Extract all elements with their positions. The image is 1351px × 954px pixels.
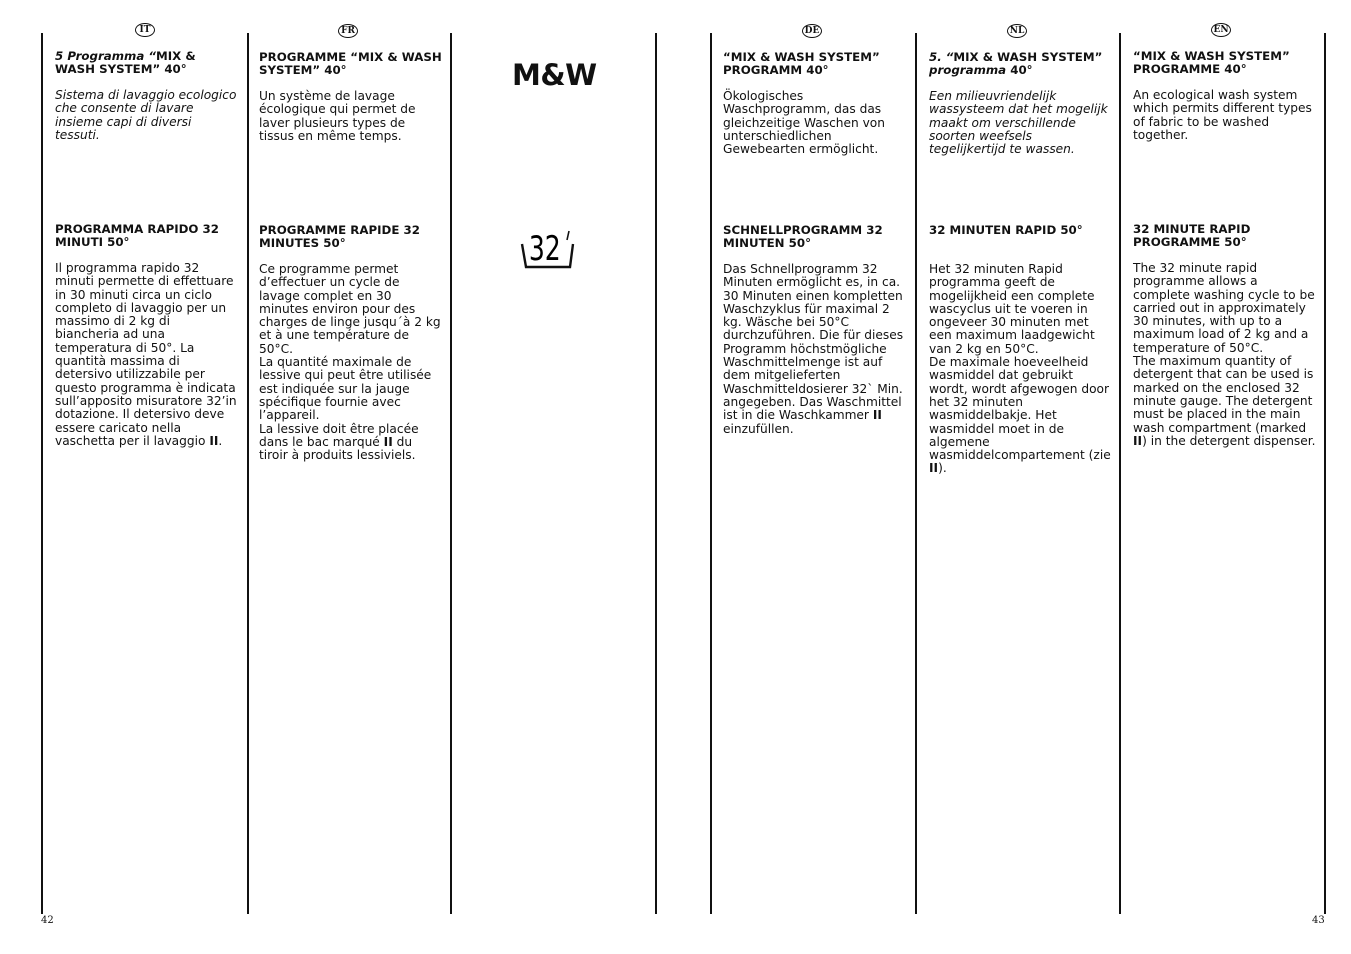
section-body: De maximale hoeveelheid wasmiddel dat gebruikt wordt, wordt afgewogen door het 32 minuten wasmiddelbakje. Het wasmiddel moet in de algemene wasmiddelcompartement (zie II). (929, 355, 1111, 476)
column-divider (41, 33, 43, 914)
lang-badge-nl: NL (1007, 24, 1027, 38)
section-heading: PROGRAMME RAPIDE 32 MINUTES 50° (259, 223, 420, 250)
column-divider (247, 33, 249, 914)
section-body: The maximum quantity of detergent that can be used is marked on the enclosed 32 minute gauge. The detergent must be placed in the main wash compartment (marked II) in the detergent dispenser. (1133, 354, 1316, 448)
column-divider (1119, 33, 1121, 914)
column-it-section-2 (55, 223, 238, 448)
section-body: Een milieuvriendelijk wassysteem dat het mogelijk maakt om verschillende soorten weefsels tegelijkertijd te wassen. (929, 89, 1108, 157)
column-fr-section-2 (259, 224, 442, 462)
page-number-left: 42 (41, 915, 54, 926)
section-body: La quantité maximale de lessive qui peut être utilisée est indiquée sur la jauge spécifique fournie avec l’appareil. (259, 355, 432, 423)
column-nl-section-2 (929, 224, 1112, 476)
section-heading: “MIX & WASH SYSTEM” PROGRAMME 40° (1133, 49, 1290, 76)
column-en-section-1 (1133, 50, 1316, 142)
column-nl-section-1 (929, 51, 1112, 156)
section-heading: “MIX & WASH SYSTEM” PROGRAMM 40° (723, 50, 880, 77)
section-heading: SCHNELLPROGRAMM 32 MINUTEN 50° (723, 223, 883, 250)
section-body: Ce programme permet d’effectuer un cycle de lavage complet en 30 minutes environ pour des charges de linge jusqu´à 2 kg et à une température de 50°C. (259, 262, 441, 356)
mix-wash-symbol: M&W (512, 58, 597, 92)
column-fr-section-1 (259, 51, 442, 143)
column-divider (1324, 33, 1326, 914)
section-body: Het 32 minuten Rapid programma geeft de mogelijkheid een complete wascyclus uit te voeren in ongeveer 30 minuten met een maximum laadgewicht van 2 kg en 50°C. (929, 262, 1095, 356)
lang-badge-en: EN (1211, 23, 1231, 37)
column-de-section-1 (723, 51, 906, 156)
column-it-section-1 (55, 50, 238, 142)
rapid-32-number: 32 (528, 229, 561, 269)
lang-badge-fr: FR (338, 24, 358, 38)
section-heading: PROGRAMME “MIX & WASH SYSTEM” 40° (259, 50, 442, 77)
section-heading: 32 MINUTE RAPID PROGRAMME 50° (1133, 222, 1251, 249)
section-body: Un système de lavage écologique qui permet de laver plusieurs types de tissus en même temps. (259, 89, 416, 143)
section-body: Il programma rapido 32 minuti permette di effettuare in 30 minuti circa un ciclo completo di lavaggio per un massimo di 2 kg di biancheria ad una temperatura di 50°. La quantità massima di detersivo utilizzabile per questo programma è indicata sull’apposito misuratore 32’in dotazione. Il detersivo deve essere caricato nella vaschetta per il lavaggio II. (55, 261, 237, 448)
section-body: An ecological wash system which permits different types of fabric to be washed together. (1133, 88, 1312, 142)
section-body: La lessive doit être placée dans le bac marqué II du tiroir à produits lessiviels. (259, 421, 419, 463)
page-number-right: 43 (1312, 915, 1325, 926)
lang-badge-it: IT (135, 23, 155, 37)
section-body: Ökologisches Waschprogramm, das das gleichzeitige Waschen von unterschiedlichen Gewebearten ermöglicht. (723, 89, 885, 157)
section-body: Das Schnellprogramm 32 Minuten ermöglicht es, in ca. 30 Minuten einen kompletten Waschzyklus für maximal 2 kg. Wäsche bei 50°C durchzuführen. Die für dieses Programm höchstmögliche Waschmittelmenge ist auf dem mitgelieferten Waschmitteldosierer 32` Min. angegeben. Das Waschmittel ist in die Waschkammer II einzufüllen. (723, 262, 904, 436)
column-divider (655, 33, 657, 914)
column-divider (915, 33, 917, 914)
lang-badge-de: DE (802, 24, 822, 38)
section-heading: PROGRAMMA RAPIDO 32 MINUTI 50° (55, 222, 219, 249)
column-de-section-2 (723, 224, 906, 436)
section-heading: 32 MINUTEN RAPID 50° (929, 223, 1083, 237)
column-divider (710, 33, 712, 914)
rapid-32-icon (519, 222, 579, 274)
column-divider (450, 33, 452, 914)
section-body: The 32 minute rapid programme allows a complete washing cycle to be carried out in approximately 30 minutes, with up to a maximum load of 2 kg and a temperature of 50°C. (1133, 261, 1315, 355)
section-heading: 5 Programma “MIX & WASH SYSTEM” 40° (55, 49, 196, 76)
column-en-section-2 (1133, 223, 1316, 448)
section-heading: 5. “MIX & WASH SYSTEM” programma 40° (929, 50, 1103, 77)
section-body: Sistema di lavaggio ecologico che consente di lavare insieme capi di diversi tessuti. (55, 88, 237, 142)
